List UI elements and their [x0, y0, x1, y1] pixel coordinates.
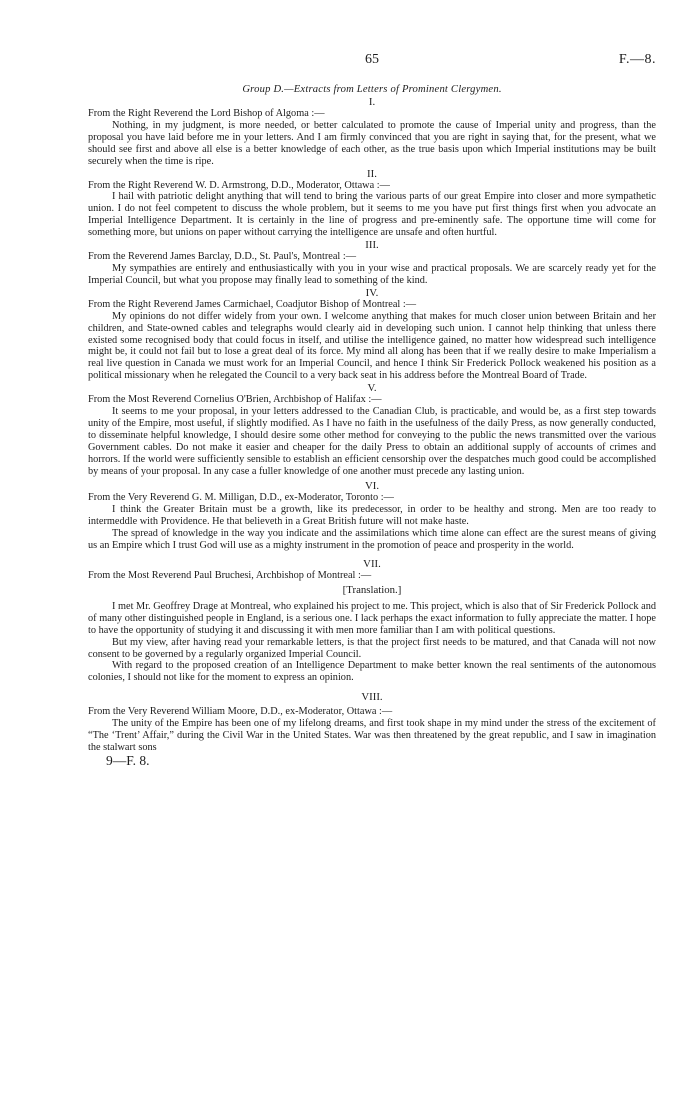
- letter-numeral: III.: [365, 239, 379, 252]
- letter-paragraph: I hail with patriotic delight anything that will tend to bring the various parts of our great Empire into closer and more sympathetic union. I do not feel competent to discuss the whole problem, but it seems to me you have put first things first when you advocate an Imperial Intelligence Department. It is certainly in the line of progress and pre-eminently safe. The opportune time will come for something more, but unions on paper without carrying the intelligence are unsafe and often hurtful.: [88, 191, 656, 239]
- page-number: 65: [365, 52, 379, 67]
- letter-paragraph: The unity of the Empire has been one of my lifelong dreams, and first took shape in my mind under the stress of the excitement of “The ‘Trent’ Affair,” during the Civil War in the United States. War was then threatened by the great republic, and I saw in imagination the stalwart sons: [88, 718, 656, 753]
- letter-numeral: II.: [367, 167, 377, 180]
- letter-7: [88, 558, 656, 684]
- letter-5: [88, 382, 656, 477]
- letter-paragraph: The spread of knowledge in the way you indicate and the assimilations which time alone can effect are the surest means of giving us an Empire which I trust God will use as a mighty instrument in the promotion of peace and prosperity in the world.: [88, 528, 656, 552]
- letter-paragraph: My opinions do not differ widely from your own. I welcome anything that makes for much closer union between Britain and her children, and State-owned cables and telegraphs would clearly aid in developing such union. I cannot help thinking that unless there existed some recognised body that could focus in itself, and utilise the intelligence gained, no matter how widespread such intelligence might be, it could not fail but to lose a great deal of its force. My mind all along has been that if we really desire to make Imperialism a real live question in Canada we must work for an Imperial Council, and hence I think Sir Frederick Pollock weakened his position as a political missionary when he relegated the Council to a very back seat in his address before the Montreal Board of Trade.: [88, 310, 656, 382]
- letter-numeral: IV.: [365, 286, 379, 299]
- letter-3: [88, 239, 656, 287]
- letter-numeral: VII.: [363, 558, 381, 570]
- letter-8: [88, 691, 656, 754]
- letter-paragraph: With regard to the proposed creation of an Intelligence Department to make better known the real sentiments of the autonomous colonies, I should not like for the moment to express an opinion.: [88, 660, 656, 684]
- letter-sender: From the Reverend James Barclay, D.D., St. Paul's, Montreal :—: [88, 251, 357, 263]
- letter-paragraph: I met Mr. Geoffrey Drage at Montreal, who explained his project to me. This project, which is also that of Sir Frederick Pollock and of many other distinguished people in England, is a serious one. I lack perhaps the exact information to fully appreciate the matter. I hope to have the opportunity of studying it and discussing it with men more familiar than I am with political questions.: [88, 600, 656, 636]
- letter-sender: From the Most Reverend Paul Bruchesi, Archbishop of Montreal :—: [88, 570, 372, 581]
- letter-paragraph: My sympathies are entirely and enthusiastically with you in your wise and practical proposals. We are scarcely ready yet for the Imperial Council, but what you propose may finally lead to something of the kind.: [88, 262, 656, 286]
- letter-4: [88, 287, 656, 382]
- letter-sender: From the Right Reverend the Lord Bishop of Algoma :—: [88, 108, 325, 119]
- letter-sender: From the Very Reverend William Moore, D.D., ex-Moderator, Ottawa :—: [88, 706, 393, 718]
- footer-code: 9—F. 8.: [106, 752, 150, 768]
- letter-paragraph: I think the Greater Britain must be a growth, like its predecessor, in order to be healthy and strong. Men are too ready to intermeddle with Providence. He that believeth in a Great British future will not make haste.: [88, 504, 656, 528]
- letter-numeral: V.: [367, 382, 377, 395]
- letter-paragraph: But my view, after having read your remarkable letters, is that the project first needs to be matured, and that Canada will not now consent to be governed by a regularly organized Imperial Council.: [88, 636, 656, 660]
- letter-paragraph: Nothing, in my judgment, is more needed, or better calculated to promote the cause of Imperial unity and progress, than the proposal you have laid before me in your letters. And I am firmly convinced that you are right in saying that, for the present, what we should see first and above all else is a better knowledge of each other, as the true basis upon which Imperial institutions may be built securely when the time is ripe.: [88, 119, 656, 167]
- document-page: [88, 52, 656, 768]
- page-header: [88, 52, 656, 80]
- letter-numeral: VIII.: [361, 691, 383, 704]
- letter-sender: From the Very Reverend G. M. Milligan, D.D., ex-Moderator, Toronto :—: [88, 492, 394, 504]
- letter-1: [88, 96, 656, 168]
- letter-sender: From the Most Reverend Cornelius O'Brien, Archbishop of Halifax :—: [88, 394, 382, 406]
- group-title: Group D.—Extracts from Letters of Prominent Clergymen.: [242, 84, 502, 95]
- document-code: F.—8.: [618, 52, 656, 67]
- letter-2: [88, 168, 656, 240]
- letter-numeral: I.: [368, 96, 376, 108]
- letter-numeral: VI.: [364, 480, 380, 493]
- letter-paragraph: It seems to me your proposal, in your letters addressed to the Canadian Club, is practicable, and would be, as a first step towards unity of the Empire, most useful, if slightly modified. As I have no faith in the usefulness of the daily Press, as now generally conducted, to disseminate helpful knowledge, I should desire some other method for conveying to the public the news transmitted over the various Government cables. Do not make it easier and cheaper for the daily Press to obtain an additional supply of accounts of crimes and horrors. If the world were sufficiently sensible to establish an efficient censorship over the despatches much good could be accomplished by means of your proposal. In any case a fuller knowledge of one another must precede any lasting union.: [88, 406, 656, 477]
- letter-6: [88, 480, 656, 552]
- letter-sender: From the Right Reverend W. D. Armstrong, D.D., Moderator, Ottawa :—: [88, 179, 390, 191]
- translation-note: [Translation.]: [342, 583, 402, 596]
- letter-sender: From the Right Reverend James Carmichael, Coadjutor Bishop of Montreal :—: [88, 298, 417, 310]
